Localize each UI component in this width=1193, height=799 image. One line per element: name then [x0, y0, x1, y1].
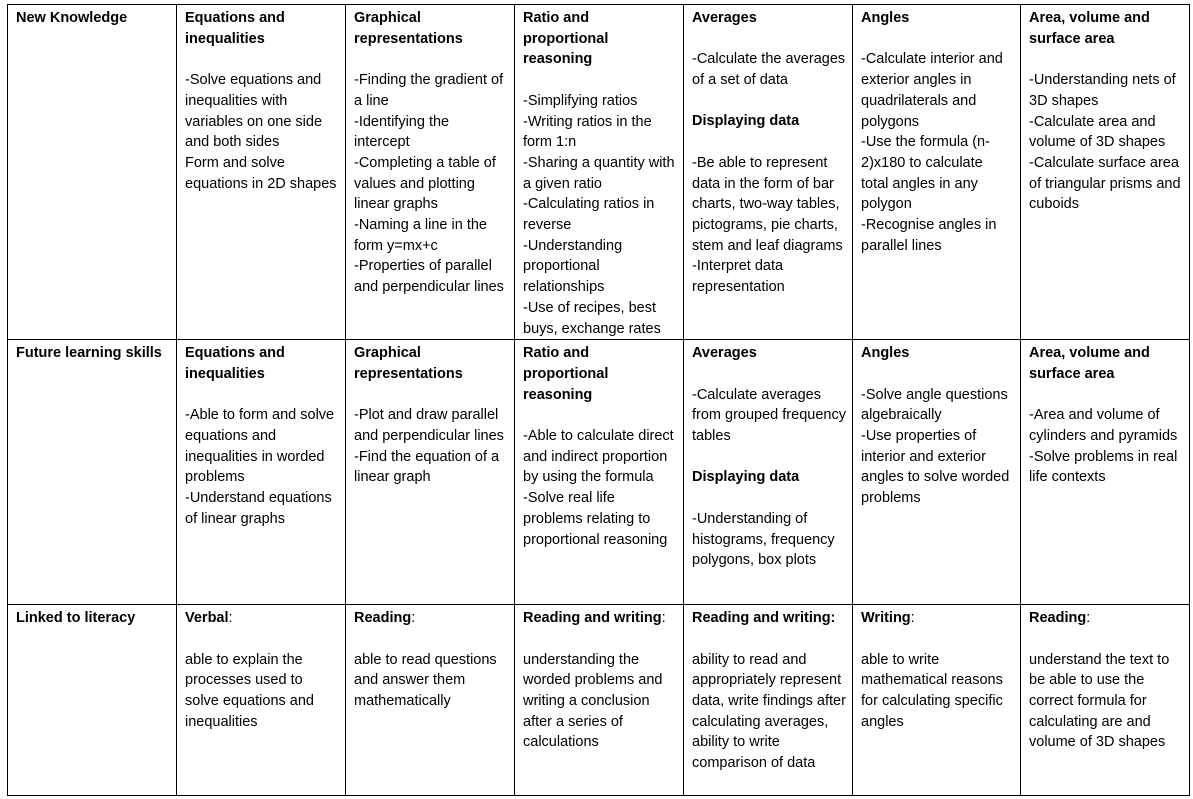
topic-title-suffix: :	[411, 610, 416, 627]
topic-title: Averages	[692, 10, 757, 26]
content-line: -Area and volume of cylinders and pyramids	[1029, 407, 1178, 445]
topic-title: Reading	[1029, 610, 1087, 627]
topic-title: Reading and writing:	[692, 610, 836, 627]
blank-line	[354, 49, 508, 70]
topic-cell	[346, 605, 515, 796]
topic-content	[692, 29, 846, 298]
topic-title-suffix: :	[228, 610, 233, 627]
topic-content	[354, 49, 508, 297]
topic-title-wrap	[185, 10, 285, 47]
blank-line	[692, 364, 846, 385]
topic-title: Equations and inequalities	[185, 345, 285, 382]
topic-title-wrap	[1029, 345, 1150, 382]
topic-title-suffix: :	[910, 610, 915, 627]
topic-cell	[684, 605, 853, 796]
content-line: -Calculate interior and exterior angles in quadrilaterals and polygons	[861, 51, 1003, 130]
topic-title-wrap	[861, 610, 915, 626]
content-line: -Understanding of histograms, frequency polygons, box plots	[692, 510, 835, 569]
topic-cell	[684, 340, 853, 605]
topic-title: Reading and writing	[523, 610, 662, 627]
row-header: New Knowledge	[8, 5, 177, 340]
content-line: -Calculate averages from grouped frequency tables	[692, 386, 846, 445]
topic-cell	[853, 605, 1021, 796]
content-line: able to read questions and answer them mathematically	[354, 651, 497, 710]
content-line: -Understanding proportional relationships	[523, 237, 623, 296]
topic-title: Area, volume and surface area	[1029, 345, 1150, 382]
content-line: -Use properties of interior and exterior angles to solve worded problems	[861, 428, 1010, 507]
blank-line	[861, 29, 1014, 50]
content-line: -Sharing a quantity with a given ratio	[523, 154, 675, 192]
content-line: -Calculate area and volume of 3D shapes	[1029, 113, 1166, 151]
blank-line	[861, 629, 1014, 650]
topic-title-wrap	[523, 10, 608, 67]
blank-line	[185, 385, 339, 406]
topic-content	[185, 49, 339, 194]
topic-title-wrap	[185, 610, 233, 626]
topic-cell	[346, 5, 515, 340]
topic-title: Writing	[861, 610, 911, 627]
content-line: -Use of recipes, best buys, exchange rates	[523, 299, 661, 337]
content-line: -Solve problems in real life contexts	[1029, 448, 1178, 486]
topic-content	[1029, 49, 1183, 215]
content-line: -Simplifying ratios	[523, 92, 638, 109]
content-line: -Plot and draw parallel and perpendicular lines	[354, 407, 504, 445]
blank-line	[354, 629, 508, 650]
topic-title: Ratio and proportional reasoning	[523, 345, 609, 403]
topic-content	[861, 29, 1014, 257]
content-line: -Solve angle questions algebraically	[861, 386, 1008, 424]
topic-title-wrap	[1029, 10, 1150, 47]
table-body	[8, 5, 1190, 796]
blank-line	[692, 447, 846, 468]
content-line: understanding the worded problems and writing a conclusion after a series of calculations	[523, 651, 663, 751]
topic-content	[185, 385, 339, 530]
blank-line	[185, 629, 339, 650]
topic-title: Reading	[354, 610, 412, 627]
content-line: -Naming a line in the form y=mx+c	[354, 217, 487, 254]
content-line: ability to read and appropriately represent data, write findings after calculating averages, ability to write comparison of data	[692, 651, 846, 772]
topic-title-suffix: :	[661, 610, 666, 627]
content-line: understand the text to be able to use the correct formula for calculating are and volume of 3D shapes	[1029, 651, 1170, 751]
topic-content	[523, 70, 677, 339]
topic-title-suffix: :	[1086, 610, 1091, 627]
topic-cell	[177, 5, 346, 340]
topic-content	[354, 385, 508, 489]
table-row	[8, 605, 1190, 796]
topic-content	[861, 629, 1014, 733]
content-line: Form and solve equations in 2D shapes	[185, 154, 337, 192]
content-line: -Understanding nets of 3D shapes	[1029, 72, 1176, 109]
topic-title: Averages	[692, 345, 757, 362]
topic-content	[354, 629, 508, 712]
content-line: -Calculate surface area of triangular prisms and cuboids	[1029, 154, 1181, 213]
content-line: -Calculate the averages of a set of data	[692, 51, 846, 89]
blank-line	[523, 405, 677, 426]
topic-content	[185, 629, 339, 733]
row-header: Future learning skills	[8, 340, 177, 605]
topic-title: Verbal	[185, 610, 229, 627]
content-line: able to write mathematical reasons for calculating specific angles	[861, 651, 1003, 730]
topic-title-wrap	[354, 10, 463, 47]
topic-cell	[1021, 340, 1190, 605]
topic-cell	[515, 5, 684, 340]
table-row	[8, 5, 1190, 340]
topic-cell	[346, 340, 515, 605]
content-line: -Understand equations of linear graphs	[185, 490, 332, 527]
blank-line	[692, 91, 846, 112]
topic-title: Graphical representations	[354, 10, 463, 47]
topic-title-wrap	[861, 10, 909, 26]
subheading: Displaying data	[692, 113, 800, 130]
topic-title-wrap	[523, 610, 666, 626]
topic-cell	[1021, 605, 1190, 796]
content-line: -Able to form and solve equations and inequalities in worded problems	[185, 407, 335, 486]
topic-cell	[1021, 5, 1190, 340]
content-line: -Calculating ratios in reverse	[523, 196, 655, 234]
blank-line	[692, 488, 846, 509]
topic-cell	[177, 605, 346, 796]
content-line: -Recognise angles in parallel lines	[861, 217, 997, 254]
blank-line	[1029, 629, 1183, 650]
content-line: -Identifying the intercept	[354, 113, 450, 151]
blank-line	[523, 70, 677, 91]
topic-cell	[684, 5, 853, 340]
content-line: -Interpret data representation	[692, 258, 785, 296]
topic-content	[523, 405, 677, 550]
content-line: -Use the formula (n-2)x180 to calculate total angles in any polygon	[861, 134, 990, 213]
topic-content	[523, 629, 677, 753]
topic-title-wrap	[354, 610, 415, 626]
topic-title-wrap	[692, 10, 757, 26]
blank-line	[692, 629, 846, 650]
subheading: Displaying data	[692, 469, 800, 486]
content-line: -Find the equation of a linear graph	[354, 448, 500, 486]
topic-title-wrap	[692, 610, 835, 626]
content-line: -Completing a table of values and plotting linear graphs	[354, 154, 496, 213]
content-line: -Properties of parallel and perpendicular lines	[354, 258, 504, 296]
topic-content	[1029, 629, 1183, 753]
topic-title-wrap	[523, 345, 608, 402]
topic-title-wrap	[1029, 610, 1090, 626]
topic-title-wrap	[354, 345, 463, 382]
topic-title-wrap	[861, 345, 909, 361]
topic-title-wrap	[185, 345, 285, 382]
content-line: -Be able to represent data in the form of bar charts, two-way tables, pictograms, pie charts, stem and leaf diagrams	[692, 154, 843, 254]
topic-title-wrap	[692, 345, 757, 361]
topic-cell	[177, 340, 346, 605]
content-line: -Finding the gradient of a line	[354, 72, 504, 109]
blank-line	[692, 29, 846, 50]
topic-cell	[853, 5, 1021, 340]
topic-title: Angles	[861, 345, 910, 362]
content-line: -Solve equations and inequalities with variables on one side and both sides	[185, 72, 323, 151]
blank-line	[523, 629, 677, 650]
blank-line	[1029, 49, 1183, 70]
content-line: able to explain the processes used to solve equations and inequalities	[185, 651, 314, 730]
topic-content	[1029, 385, 1183, 489]
row-header: Linked to literacy	[8, 605, 177, 796]
topic-content	[692, 629, 846, 774]
topic-cell	[515, 340, 684, 605]
topic-content	[861, 364, 1014, 509]
content-line: -Writing ratios in the form 1:n	[523, 113, 652, 151]
blank-line	[692, 132, 846, 153]
topic-content	[692, 364, 846, 571]
topic-cell	[853, 340, 1021, 605]
blank-line	[861, 364, 1014, 385]
content-line: -Solve real life problems relating to proportional reasoning	[523, 490, 668, 548]
content-line: -Able to calculate direct and indirect proportion by using the formula	[523, 428, 674, 486]
topic-title: Ratio and proportional reasoning	[523, 10, 609, 68]
blank-line	[354, 385, 508, 406]
blank-line	[1029, 385, 1183, 406]
blank-line	[185, 49, 339, 70]
curriculum-table	[7, 4, 1190, 796]
table-row	[8, 340, 1190, 605]
topic-title: Area, volume and surface area	[1029, 10, 1150, 47]
topic-title: Angles	[861, 10, 910, 26]
topic-cell	[515, 605, 684, 796]
topic-title: Graphical representations	[354, 345, 463, 382]
topic-title: Equations and inequalities	[185, 10, 285, 47]
